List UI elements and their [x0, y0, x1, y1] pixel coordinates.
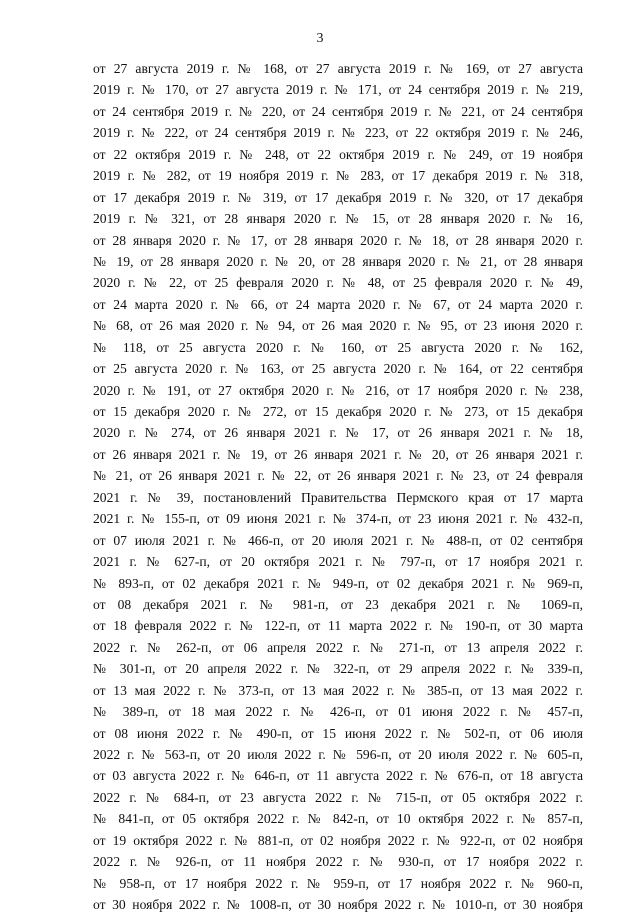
text-line: от 15 декабря 2020 г. № 272, от 15 декабря 2020 г. № 273, от 15 декабря — [93, 404, 583, 419]
text-line: от 08 декабря 2021 г. № 981-п, от 23 декабря 2021 г. № 1069-п, — [93, 596, 583, 612]
text-line: № 19, от 28 января 2020 г. № 20, от 28 января 2020 г. № 21, от 28 января — [93, 253, 583, 269]
text-line: 2020 г. № 22, от 25 февраля 2020 г. № 48, от 25 февраля 2020 г. № 49, — [93, 275, 583, 291]
text-line: от 27 августа 2019 г. № 168, от 27 августа 2019 г. № 169, от 27 августа — [93, 61, 583, 76]
text-line: от 18 февраля 2022 г. № 122-п, от 11 марта 2022 г. № 190-п, от 30 марта — [93, 618, 583, 634]
text-line: № 958-п, от 17 ноября 2022 г. № 959-п, от 17 ноября 2022 г. № 960-п, — [93, 875, 583, 891]
text-line: 2019 г. № 282, от 19 ноября 2019 г. № 283, от 17 декабря 2019 г. № 318, — [93, 168, 583, 184]
text-line: от 22 октября 2019 г. № 248, от 22 октября 2019 г. № 249, от 19 ноября — [93, 146, 583, 162]
text-line: № 389-п, от 18 мая 2022 г. № 426-п, от 01 июня 2022 г. № 457-п, — [93, 704, 583, 720]
text-line: 2020 г. № 191, от 27 октября 2020 г. № 216, от 17 ноября 2020 г. № 238, — [93, 382, 583, 398]
text-line: № 893-п, от 02 декабря 2021 г. № 949-п, от 02 декабря 2021 г. № 969-п, — [93, 575, 583, 591]
text-line: 2022 г. № 926-п, от 11 ноября 2022 г. № 930-п, от 17 ноября 2022 г. — [93, 854, 583, 870]
text-line: от 19 октября 2022 г. № 881-п, от 02 ноября 2022 г. № 922-п, от 02 ноября — [93, 832, 583, 848]
text-line: 2019 г. № 222, от 24 сентября 2019 г. № 223, от 22 октября 2019 г. № 246, — [93, 125, 583, 141]
text-line: № 21, от 26 января 2021 г. № 22, от 26 января 2021 г. № 23, от 24 февраля — [93, 468, 583, 484]
text-line: 2022 г. № 262-п, от 06 апреля 2022 г. № 271-п, от 13 апреля 2022 г. — [93, 639, 583, 655]
page-number: 3 — [316, 31, 324, 46]
text-line: от 24 сентября 2019 г. № 220, от 24 сентября 2019 г. № 221, от 24 сентября — [93, 103, 583, 119]
text-line: от 28 января 2020 г. № 17, от 28 января 2020 г. № 18, от 28 января 2020 г. — [93, 232, 583, 248]
text-line: № 68, от 26 мая 2020 г. № 94, от 26 мая 2020 г. № 95, от 23 июня 2020 г. — [93, 318, 583, 334]
text-line: 2021 г. № 627-п, от 20 октября 2021 г. № 797-п, от 17 ноября 2021 г. — [93, 554, 583, 570]
text-line: 2019 г. № 170, от 27 августа 2019 г. № 171, от 24 сентября 2019 г. № 219, — [93, 82, 583, 98]
text-line: 2021 г. № 39, постановлений Правительства Пермского края от 17 марта — [93, 489, 583, 505]
text-line: № 841-п, от 05 октября 2022 г. № 842-п, от 10 октября 2022 г. № 857-п, — [93, 811, 583, 827]
text-line: № 118, от 25 августа 2020 г. № 160, от 25 августа 2020 г. № 162, — [93, 339, 583, 355]
text-line: 2022 г. № 684-п, от 23 августа 2022 г. № 715-п, от 05 октября 2022 г. — [93, 789, 583, 805]
text-line: от 17 декабря 2019 г. № 319, от 17 декабря 2019 г. № 320, от 17 декабря — [93, 189, 583, 205]
text-line: от 24 марта 2020 г. № 66, от 24 марта 2020 г. № 67, от 24 марта 2020 г. — [93, 296, 583, 312]
text-line: от 30 ноября 2022 г. № 1008-п, от 30 ноября 2022 г. № 1010-п, от 30 ноября — [93, 897, 583, 913]
text-line: 2019 г. № 321, от 28 января 2020 г. № 15, от 28 января 2020 г. № 16, — [93, 211, 583, 227]
text-line: 2021 г. № 155-п, от 09 июня 2021 г. № 374-п, от 23 июня 2021 г. № 432-п, — [93, 511, 583, 527]
text-line: от 08 июня 2022 г. № 490-п, от 15 июня 2022 г. № 502-п, от 06 июля — [93, 725, 583, 741]
text-line: 2020 г. № 274, от 26 января 2021 г. № 17, от 26 января 2021 г. № 18, — [93, 425, 583, 441]
text-line: от 13 мая 2022 г. № 373-п, от 13 мая 2022 г. № 385-п, от 13 мая 2022 г. — [93, 682, 583, 698]
text-line: от 07 июля 2021 г. № 466-п, от 20 июля 2021 г. № 488-п, от 02 сентября — [93, 532, 583, 548]
text-line: от 26 января 2021 г. № 19, от 26 января 2021 г. № 20, от 26 января 2021 г. — [93, 446, 583, 462]
text-line: № 301-п, от 20 апреля 2022 г. № 322-п, от 29 апреля 2022 г. № 339-п, — [93, 661, 583, 677]
text-line: 2022 г. № 563-п, от 20 июля 2022 г. № 596-п, от 20 июля 2022 г. № 605-п, — [93, 747, 583, 762]
body-paragraph — [93, 58, 583, 916]
text-line: от 25 августа 2020 г. № 163, от 25 августа 2020 г. № 164, от 22 сентября — [93, 361, 583, 377]
text-line: от 03 августа 2022 г. № 646-п, от 11 августа 2022 г. № 676-п, от 18 августа — [93, 768, 583, 784]
